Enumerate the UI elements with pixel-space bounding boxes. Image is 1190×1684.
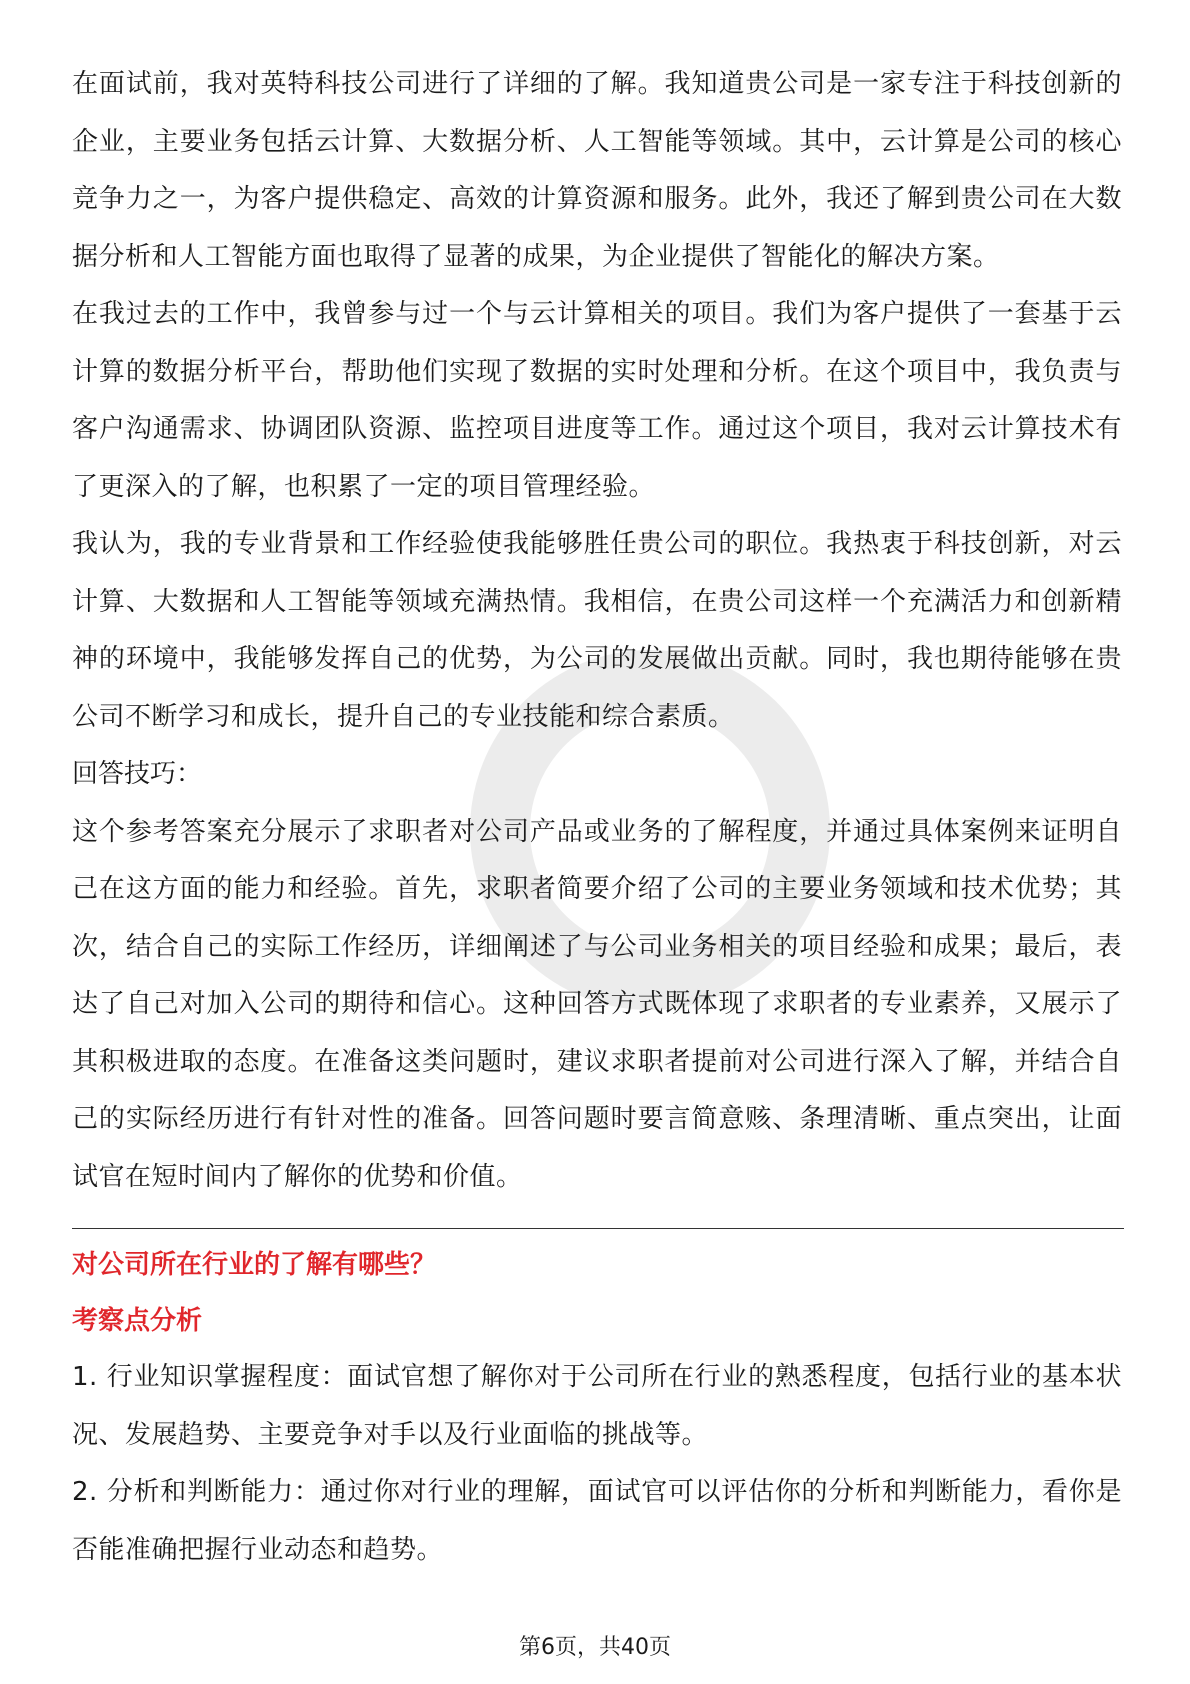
section-divider: [72, 1228, 1124, 1229]
tips-paragraph: 这个参考答案充分展示了求职者对公司产品或业务的了解程度，并通过具体案例来证明自己在这方面的能力和经验。首先，求职者简要介绍了公司的主要业务领域和技术优势；其次，结合自己的实际工作经历，详细阐述了与公司业务相关的项目经验和成果；最后，表达了自己对加入公司的期待和信心。这种回答方式既体现了求职者的专业素养，又展示了其积极进取的态度。在准备这类问题时，建议求职者提前对公司进行深入了解，并结合自己的实际经历进行有针对性的准备。回答问题时要言简意赅、条理清晰、重点突出，让面试官在短时间内了解你的优势和价值。: [72, 816, 1122, 1192]
paragraph-company-knowledge: 在面试前，我对英特科技公司进行了详细的了解。我知道贵公司是一家专注于科技创新的企业，主要业务包括云计算、大数据分析、人工智能等领域。其中，云计算是公司的核心竞争力之一，为客户提供稳定、高效的计算资源和服务。此外，我还了解到贵公司在大数据分析和人工智能方面也取得了显著的成果，为企业提供了智能化的解决方案。: [72, 69, 1122, 272]
paragraph-project-experience: 在我过去的工作中，我曾参与过一个与云计算相关的项目。我们为客户提供了一套基于云计算的数据分析平台，帮助他们实现了数据的实时处理和分析。在这个项目中，我负责与客户沟通需求、协调团队资源、监控项目进度等工作。通过这个项目，我对云计算技术有了更深入的了解，也积累了一定的项目管理经验。: [72, 299, 1122, 502]
tips-label: 回答技巧：: [72, 759, 203, 789]
question-heading: 对公司所在行业的了解有哪些？: [72, 1250, 437, 1280]
analysis-heading: 考察点分析: [72, 1306, 203, 1336]
analysis-point-1: 1. 行业知识掌握程度：面试官想了解你对于公司所在行业的熟悉程度，包括行业的基本状况、发展趋势、主要竞争对手以及行业面临的挑战等。: [72, 1362, 1122, 1450]
document-body: [72, 56, 1122, 1579]
page-number: 第6页，共40页: [519, 1635, 671, 1660]
paragraph-self-assessment: 我认为，我的专业背景和工作经验使我能够胜任贵公司的职位。我热衷于科技创新，对云计算、大数据和人工智能等领域充满热情。我相信，在贵公司这样一个充满活力和创新精神的环境中，我能够发挥自己的优势，为公司的发展做出贡献。同时，我也期待能够在贵公司不断学习和成长，提升自己的专业技能和综合素质。: [72, 529, 1122, 732]
analysis-point-2: 2. 分析和判断能力：通过你对行业的理解，面试官可以评估你的分析和判断能力，看你是否能准确把握行业动态和趋势。: [72, 1477, 1122, 1565]
